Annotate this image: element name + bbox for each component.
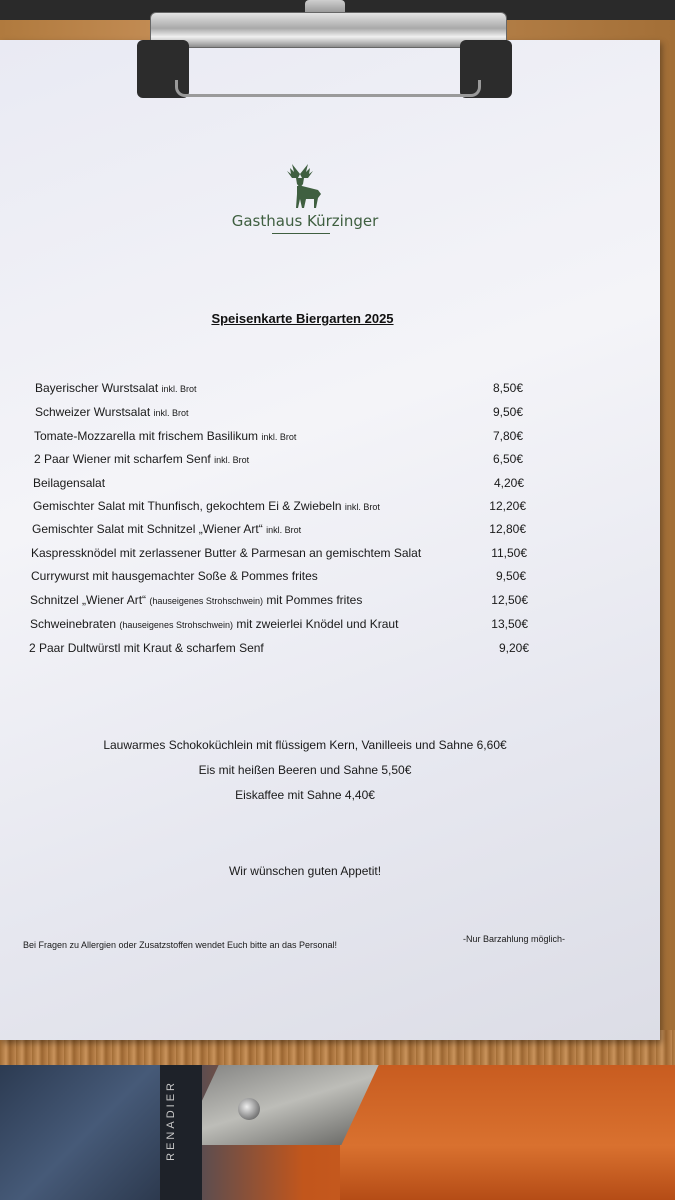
menu-item-price: 6,50€	[492, 452, 523, 466]
menu-item-title: 2 Paar Dultwürstl mit Kraut & scharfem Senf	[29, 641, 264, 655]
menu-item	[0, 617, 660, 637]
menu-item	[0, 405, 660, 425]
restaurant-name: Gasthaus Kürzinger	[231, 212, 379, 230]
menu-title: Speisenkarte Biergarten 2025	[211, 311, 394, 326]
menu-item	[0, 476, 660, 496]
bolt	[238, 1098, 260, 1120]
stag-icon	[278, 162, 326, 210]
menu-item-title: Schweinebraten	[30, 617, 117, 631]
menu-item-note: inkl. Brot	[153, 408, 189, 418]
menu-item	[0, 593, 660, 613]
menu-item-title: Schnitzel „Wiener Art“	[30, 593, 147, 607]
menu-item-name	[34, 452, 249, 466]
menu-item-note: inkl. Brot	[266, 525, 302, 535]
menu-item-title: Kaspressknödel mit zerlassener Butter & Parmesan an gemischtem Salat	[31, 546, 422, 560]
menu-item	[0, 499, 660, 519]
menu-item-price: 11,50€	[491, 546, 527, 560]
menu-item-price: 4,20€	[493, 476, 524, 490]
menu-item-name	[30, 593, 362, 607]
payment-note: -Nur Barzahlung möglich-	[463, 934, 566, 944]
menu-item-title: Currywurst mit hausgemachter Soße & Pommes frites	[31, 569, 318, 583]
menu-item-price: 12,50€	[491, 593, 528, 607]
menu-item-note: inkl. Brot	[214, 455, 250, 465]
menu-item-note: inkl. Brot	[261, 432, 297, 442]
menu-item-price: 13,50€	[491, 617, 528, 631]
menu-item-name	[35, 405, 189, 419]
menu-item-price: 8,50€	[492, 381, 523, 395]
menu-item-price: 9,50€	[492, 405, 523, 419]
menu-item	[0, 381, 660, 401]
menu-item-title: Schweizer Wurstsalat	[35, 405, 151, 419]
menu-item-price: 12,80€	[489, 522, 526, 536]
menu-item-note: (hauseigenes Strohschwein)	[149, 596, 263, 606]
menu-item-name	[35, 381, 197, 395]
menu-item-name	[33, 476, 105, 490]
strap-text: RENADIER	[165, 1080, 177, 1161]
menu-item-name	[30, 617, 398, 631]
dessert-item: Eis mit heißen Beeren und Sahne 5,50€	[198, 763, 412, 777]
menu-item-name	[33, 499, 380, 513]
menu-item-suffix: mit zweierlei Knödel und Kraut	[236, 617, 399, 631]
menu-item	[0, 452, 660, 472]
dessert-item: Lauwarmes Schokoküchlein mit flüssigem Kern, Vanilleeis und Sahne 6,60€	[103, 738, 507, 752]
menu-item-price: 7,80€	[492, 429, 523, 443]
menu-item	[0, 641, 660, 661]
menu-item-title: Bayerischer Wurstsalat	[35, 381, 159, 395]
menu-item-suffix: mit Pommes frites	[266, 593, 363, 607]
menu-item-title: Beilagensalat	[33, 476, 106, 490]
menu-item-name	[31, 569, 318, 583]
menu-item-price: 9,20€	[498, 641, 529, 655]
logo-underline	[272, 233, 330, 234]
menu-item-name	[34, 429, 296, 443]
closing-text: Wir wünschen guten Appetit!	[228, 864, 382, 878]
menu-item-name	[29, 641, 264, 655]
jeans	[0, 1065, 175, 1200]
clipboard-clip	[150, 12, 507, 48]
orange-chair	[340, 1065, 675, 1200]
menu-item-note: inkl. Brot	[344, 502, 380, 512]
menu-item-price: 9,50€	[495, 569, 526, 583]
menu-item-title: Tomate-Mozzarella mit frischem Basilikum	[34, 429, 259, 443]
menu-item	[0, 522, 660, 542]
menu-item-price: 12,20€	[489, 499, 526, 513]
menu-item-note: inkl. Brot	[161, 384, 197, 394]
allergy-note: Bei Fragen zu Allergien oder Zusatzstoffen wendet Euch bitte an das Personal!	[23, 940, 338, 950]
menu-item-name	[31, 546, 421, 560]
menu-item-note: (hauseigenes Strohschwein)	[119, 620, 233, 630]
menu-item	[0, 429, 660, 449]
menu-item-title: 2 Paar Wiener mit scharfem Senf	[34, 452, 211, 466]
menu-item-title: Gemischter Salat mit Schnitzel „Wiener Art“	[32, 522, 263, 536]
menu-item	[0, 569, 660, 589]
dessert-item: Eiskaffee mit Sahne 4,40€	[235, 788, 375, 802]
menu-item-title: Gemischter Salat mit Thunfisch, gekochtem Ei & Zwiebeln	[33, 499, 342, 513]
clip-wire	[175, 80, 481, 97]
menu-item	[0, 546, 660, 566]
menu-item-name	[32, 522, 301, 536]
